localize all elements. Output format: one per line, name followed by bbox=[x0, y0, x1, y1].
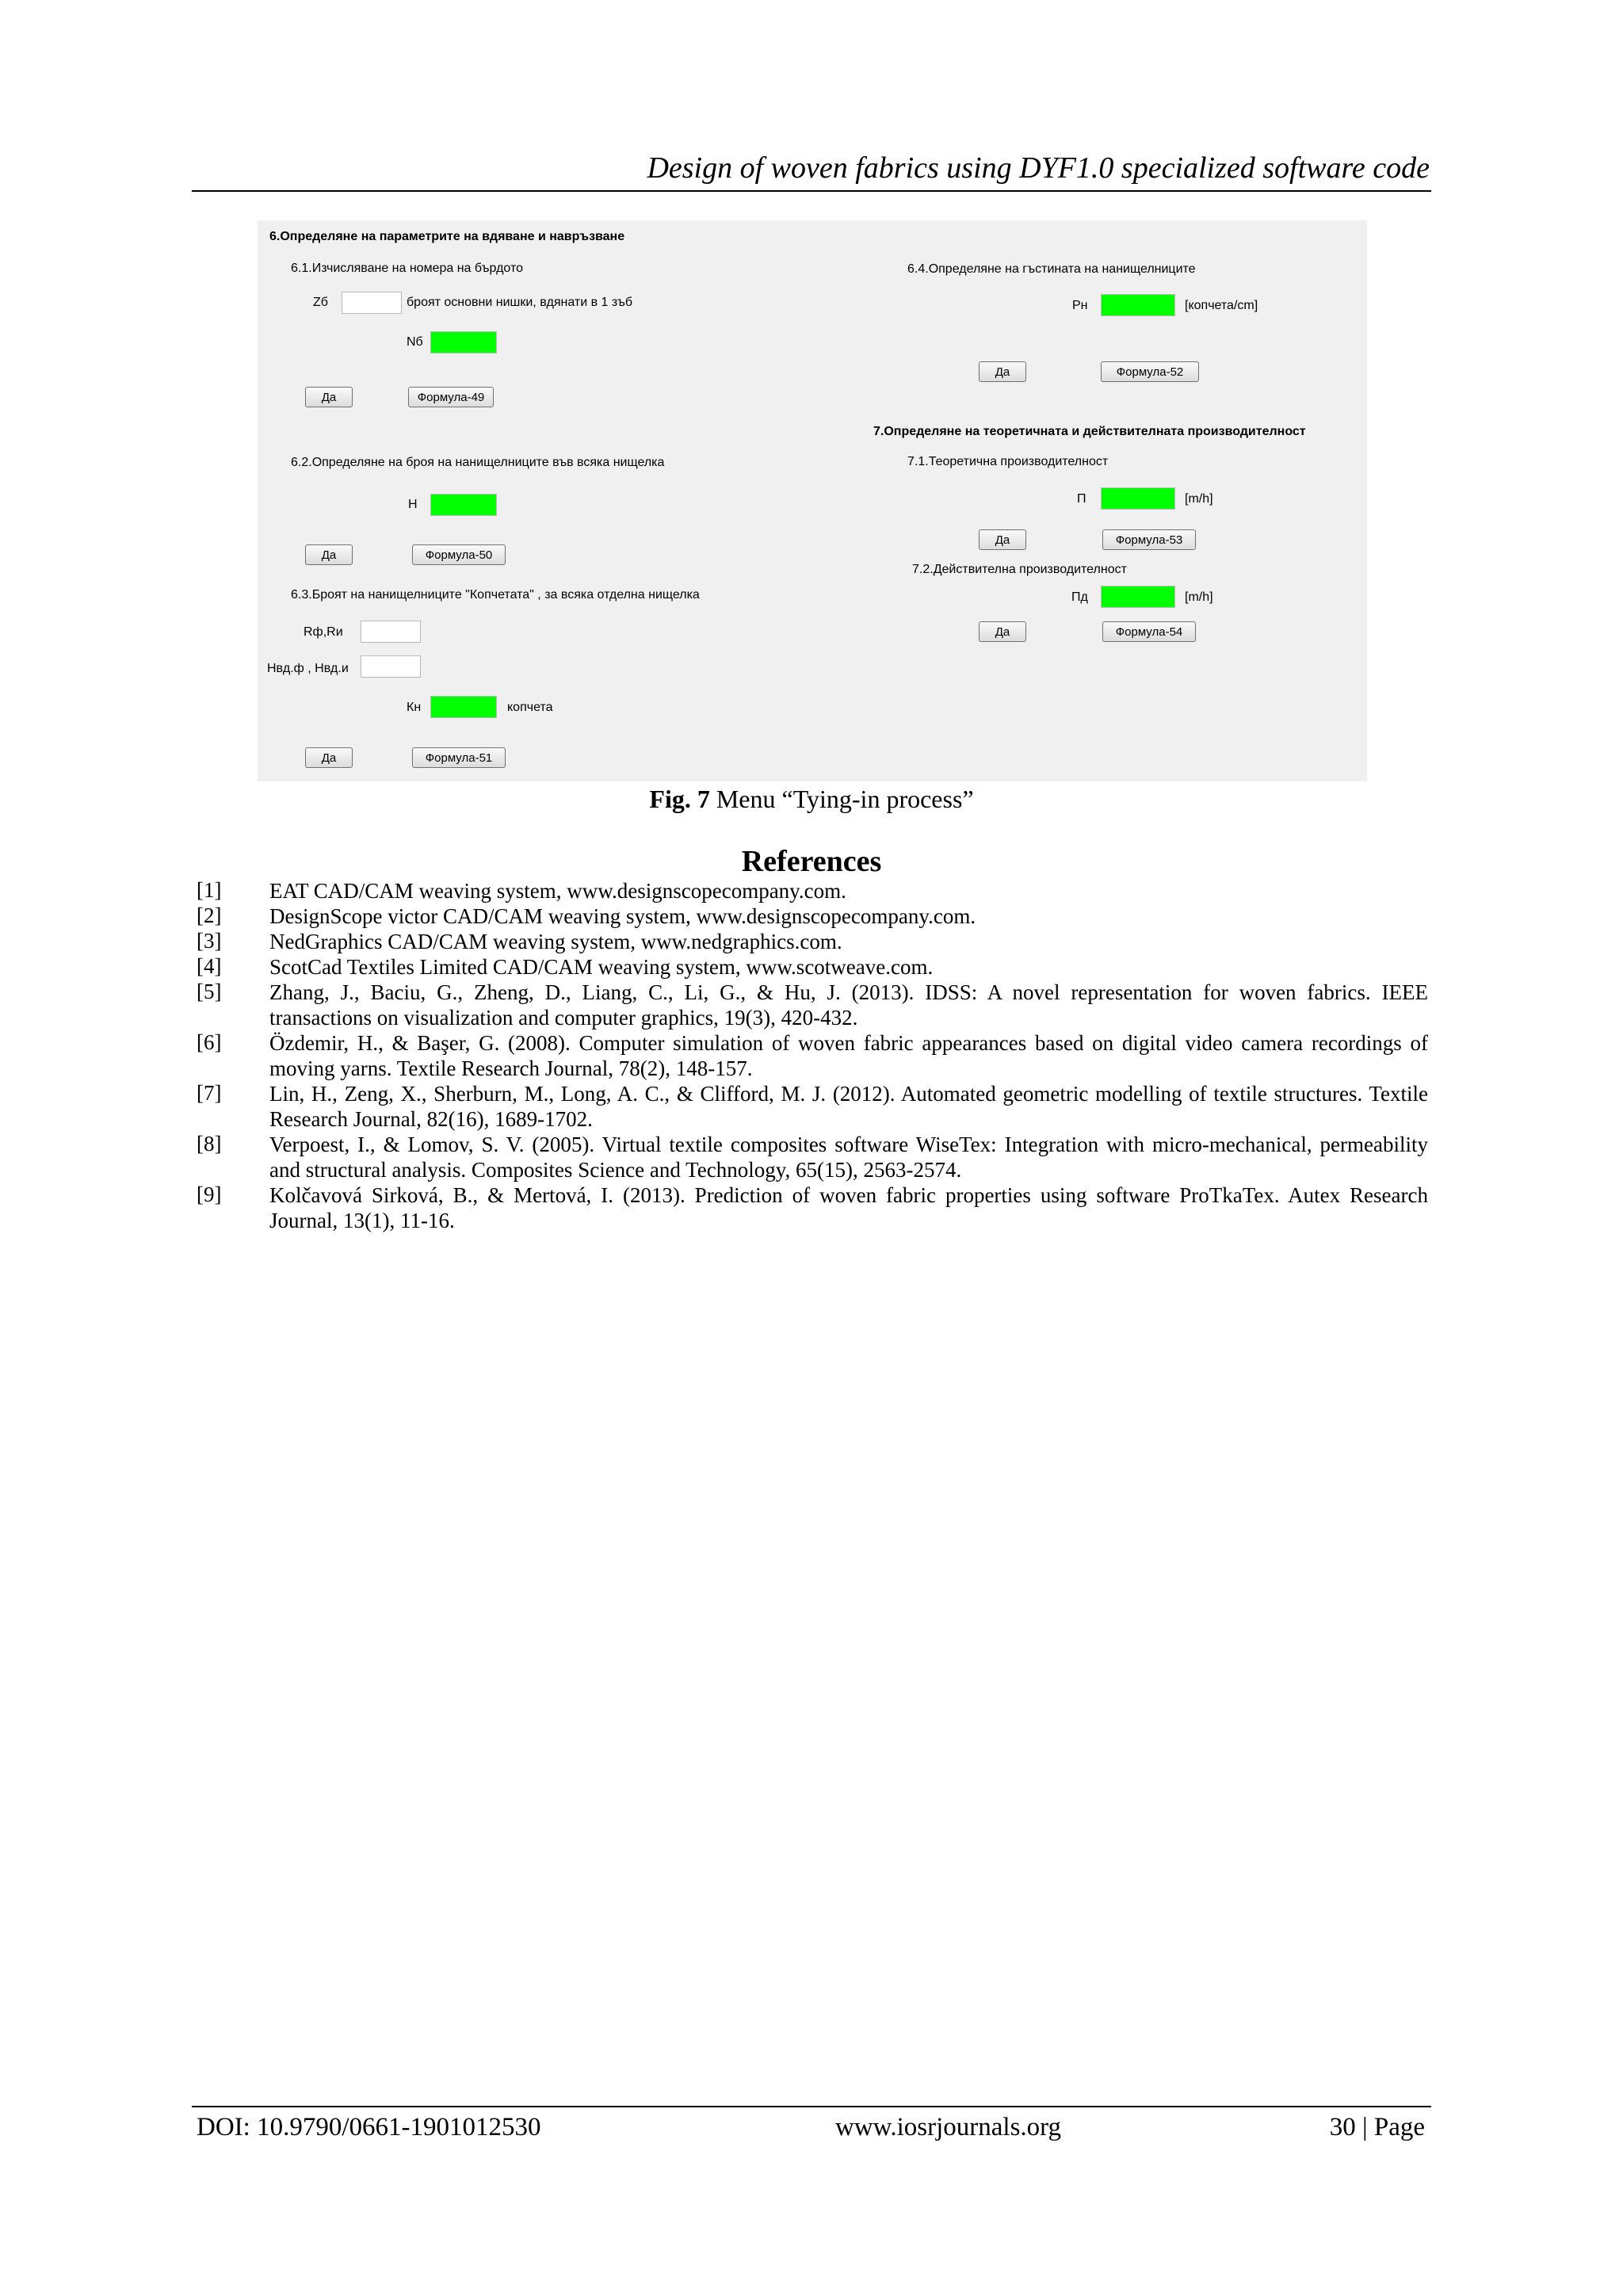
s71-formula-button[interactable]: Формула-53 bbox=[1102, 529, 1196, 550]
s61-label-n: Nб bbox=[407, 335, 423, 349]
s62-formula-button[interactable]: Формула-50 bbox=[412, 544, 506, 565]
s71-p-output bbox=[1101, 487, 1175, 510]
reference-number: [2] bbox=[197, 904, 222, 927]
s61-yes-button[interactable]: Да bbox=[305, 387, 353, 407]
reference-entry bbox=[269, 1081, 1428, 1132]
footer-rule bbox=[192, 2106, 1431, 2107]
reference-number: [8] bbox=[197, 1132, 222, 1156]
s64-label-p: Рн bbox=[1072, 299, 1088, 312]
s61-n-output bbox=[430, 331, 497, 353]
s62-title: 6.2.Определяне на броя на нанищелниците във всяка нищелка bbox=[291, 456, 665, 469]
s72-label-p: Пд bbox=[1071, 590, 1088, 604]
reference-entry bbox=[269, 904, 1428, 929]
s64-title: 6.4.Определяне на гъстината на нанищелниците bbox=[907, 262, 1196, 276]
reference-line: EAT CAD/CAM weaving system, www.designscopecompany.com. bbox=[269, 879, 846, 903]
reference-line: Kolčavová Sirková, B., & Mertová, I. (2013). Prediction of woven fabric properties using software ProTkaTex. Autex Research bbox=[269, 1183, 1428, 1207]
reference-line: moving yarns. Textile Research Journal, 78(2), 148-157. bbox=[269, 1056, 753, 1080]
s63-label-r: Rф,Rи bbox=[304, 625, 343, 639]
s64-yes-button[interactable]: Да bbox=[979, 361, 1026, 382]
s63-nvd-input[interactable] bbox=[361, 655, 421, 678]
reference-line: Research Journal, 82(16), 1689-1702. bbox=[269, 1107, 593, 1131]
reference-line: Lin, H., Zeng, X., Sherburn, M., Long, A. C., & Clifford, M. J. (2012). Automated geometric modelling of textile structures. Textile bbox=[269, 1082, 1428, 1106]
reference-line: NedGraphics CAD/CAM weaving system, www.nedgraphics.com. bbox=[269, 930, 842, 953]
reference-number: [4] bbox=[197, 954, 222, 978]
s61-formula-button[interactable]: Формула-49 bbox=[408, 387, 494, 407]
s61-title: 6.1.Изчисляване на номера на бърдото bbox=[291, 262, 523, 275]
s72-title: 7.2.Действителна производителност bbox=[912, 563, 1127, 576]
reference-line: DesignScope victor CAD/CAM weaving system, www.designscopecompany.com. bbox=[269, 904, 976, 928]
s71-yes-button[interactable]: Да bbox=[979, 529, 1026, 550]
s72-p-output bbox=[1101, 586, 1175, 608]
s63-unit-k: копчета bbox=[507, 701, 553, 714]
reference-entry bbox=[269, 929, 1428, 954]
reference-entry bbox=[269, 1030, 1428, 1081]
reference-number: [5] bbox=[197, 980, 222, 1003]
reference-line: Özdemir, H., & Başer, G. (2008). Computer simulation of woven fabric appearances based on digital video camera recordings of bbox=[269, 1031, 1428, 1055]
figure-caption-text: Menu “Tying-in process” bbox=[709, 785, 974, 813]
reference-line: ScotCad Textiles Limited CAD/CAM weaving system, www.scotweave.com. bbox=[269, 955, 934, 979]
s63-formula-button[interactable]: Формула-51 bbox=[412, 747, 506, 768]
s63-label-k: Кн bbox=[407, 701, 422, 714]
section-7-title: 7.Определяне на теоретичната и действителната производителност bbox=[873, 425, 1306, 438]
s62-h-output bbox=[430, 494, 497, 516]
s64-unit-p: [копчета/cm] bbox=[1185, 299, 1258, 312]
s71-label-p: П bbox=[1077, 492, 1086, 506]
s62-label-h: Н bbox=[408, 498, 418, 511]
references-heading: References bbox=[741, 845, 882, 878]
reference-entry bbox=[269, 1182, 1428, 1233]
s63-k-output bbox=[430, 696, 497, 718]
s64-formula-button[interactable]: Формула-52 bbox=[1101, 361, 1199, 382]
reference-entry bbox=[269, 878, 1428, 904]
s63-r-input[interactable] bbox=[361, 621, 421, 643]
reference-line: Verpoest, I., & Lomov, S. V. (2005). Virtual textile composites software WiseTex: Integration with micro-mechanical, permeability bbox=[269, 1133, 1428, 1156]
s63-title: 6.3.Броят на нанищелниците "Копчетата" , за всяка отделна нищелка bbox=[291, 588, 700, 602]
reference-number: [7] bbox=[197, 1081, 222, 1105]
s71-title: 7.1.Теоретична производителност bbox=[907, 455, 1109, 468]
s72-yes-button[interactable]: Да bbox=[979, 621, 1026, 642]
running-header-title: Design of woven fabrics using DYF1.0 specialized software code bbox=[647, 151, 1430, 185]
footer-page: 30 | Page bbox=[1329, 2113, 1425, 2141]
s71-unit: [m/h] bbox=[1185, 492, 1213, 506]
reference-entry bbox=[269, 980, 1428, 1030]
s72-formula-button[interactable]: Формула-54 bbox=[1102, 621, 1196, 642]
reference-line: and structural analysis. Composites Science and Technology, 65(15), 2563-2574. bbox=[269, 1158, 962, 1182]
reference-entry bbox=[269, 1132, 1428, 1182]
reference-entry bbox=[269, 954, 1428, 980]
s62-yes-button[interactable]: Да bbox=[305, 544, 353, 565]
s61-desc: броят основни нишки, вдянати в 1 зъб bbox=[407, 296, 633, 309]
s63-label-nvd: Нвд.ф , Нвд.и bbox=[267, 662, 349, 675]
reference-number: [1] bbox=[197, 878, 222, 902]
reference-number: [3] bbox=[197, 929, 222, 953]
section-6-title: 6.Определяне на параметрите на вдяване и навръзване bbox=[269, 230, 625, 243]
header-rule bbox=[192, 190, 1431, 192]
reference-number: [6] bbox=[197, 1030, 222, 1054]
s64-p-output bbox=[1101, 294, 1175, 316]
s63-yes-button[interactable]: Да bbox=[305, 747, 353, 768]
figure-tying-in-menu bbox=[258, 220, 1367, 781]
s61-z-input[interactable] bbox=[342, 292, 402, 314]
reference-line: transactions on visualization and computer graphics, 19(3), 420-432. bbox=[269, 1006, 858, 1030]
footer-doi: DOI: 10.9790/0661-1901012530 bbox=[197, 2113, 541, 2141]
reference-line: Journal, 13(1), 11-16. bbox=[269, 1209, 455, 1232]
reference-number: [9] bbox=[197, 1182, 222, 1206]
figure-label: Fig. 7 bbox=[649, 785, 710, 813]
reference-line: Zhang, J., Baciu, G., Zheng, D., Liang, C., Li, G., & Hu, J. (2013). IDSS: A novel representation for woven fabrics. IEEE bbox=[269, 980, 1428, 1004]
footer-site: www.iosrjournals.org bbox=[835, 2113, 1062, 2141]
s72-unit: [m/h] bbox=[1185, 590, 1213, 604]
s61-label-z: Zб bbox=[313, 296, 328, 309]
figure-caption bbox=[0, 785, 1623, 814]
